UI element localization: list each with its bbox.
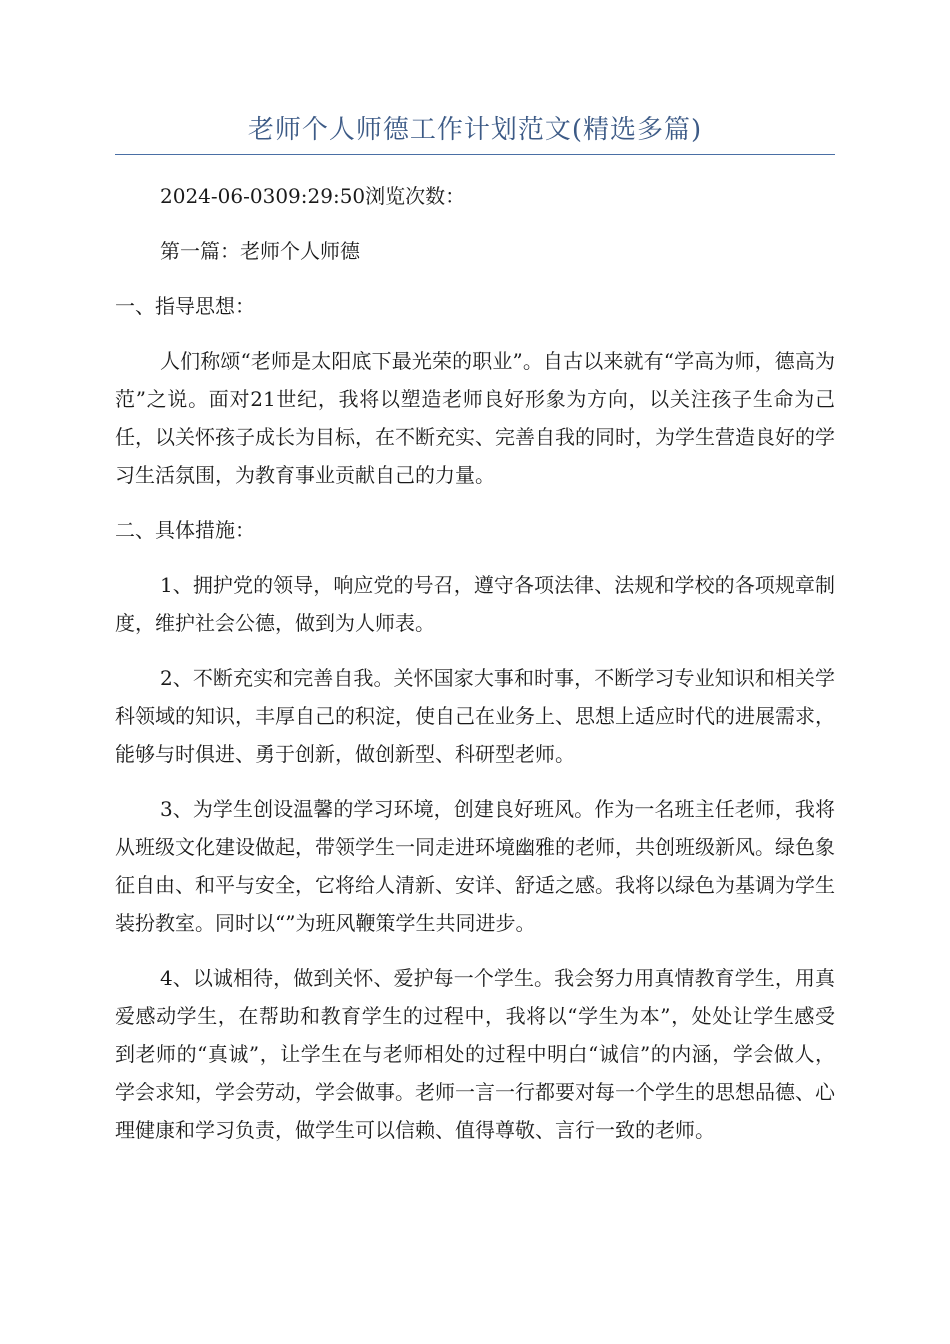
publish-meta: 2024-06-0309:29:50浏览次数： [160,184,466,208]
paragraph-guiding-thought: 人们称颂“老师是太阳底下最光荣的职业”。自古以来就有“学高为师，德高为范”之说。面对21世纪，我将以塑造老师良好形象为方向，以关注孩子生命为己任，以关怀孩子成长为目标，在不断充实、完善自我的同时，为学生营造良好的学习生活氛围，为教育事业贡献自己的力量。 [115,349,835,487]
document-page [115,108,835,1149]
heading-guiding-thought: 一、指导思想： [115,294,255,318]
measure-item-1: 1、拥护党的领导，响应党的号召，遵守各项法律、法规和学校的各项规章制度，维护社会公德，做到为人师表。 [115,573,835,635]
document-title: 老师个人师德工作计划范文(精选多篇) [247,115,703,145]
measure-item-4: 4、以诚相待，做到关怀、爱护每一个学生。我会努力用真情教育学生，用真爱感动学生，在帮助和教育学生的过程中，我将以“学生为本”，处处让学生感受到老师的“真诚”，让学生在与老师相处的过程中明白“诚信”的内涵，学会做人，学会求知，学会劳动，学会做事。老师一言一行都要对每一个学生的思想品德、心理健康和学习负责，做学生可以信赖、值得尊敬、言行一致的老师。 [115,966,835,1142]
title-divider [115,154,835,155]
measure-item-2: 2、不断充实和完善自我。关怀国家大事和时事，不断学习专业知识和相关学科领域的知识，丰厚自己的积淀，使自己在业务上、思想上适应时代的进展需求，能够与时俱进、勇于创新，做创新型、科研型老师。 [115,666,835,766]
measure-item-3: 3、为学生创设温馨的学习环境，创建良好班风。作为一名班主任老师，我将从班级文化建设做起，带领学生一同走进环境幽雅的老师，共创班级新风。绿色象征自由、和平与安全，它将给人清新、安详、舒适之感。我将以绿色为基调为学生装扮教室。同时以“”为班风鞭策学生共同进步。 [115,797,835,935]
heading-measures: 二、具体措施： [115,518,255,542]
section-heading: 第一篇：老师个人师德 [160,239,360,263]
